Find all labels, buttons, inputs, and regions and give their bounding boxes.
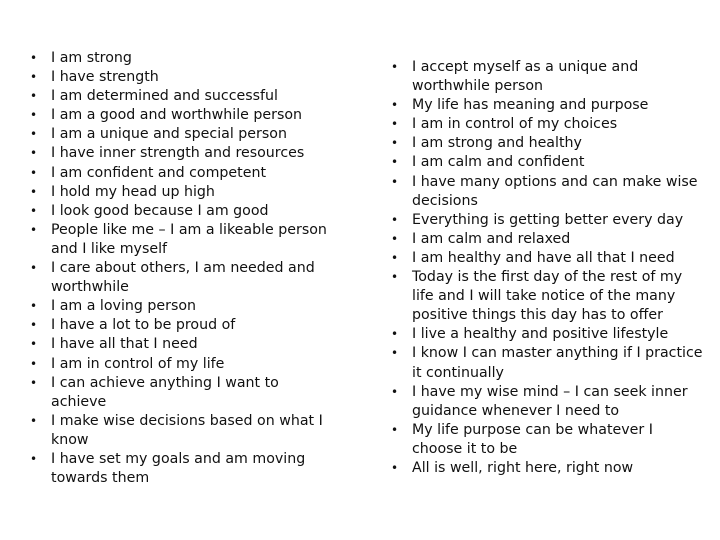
affirmation-text: I can achieve anything I want to achieve	[51, 374, 279, 410]
affirmation-item	[30, 316, 335, 335]
bullet-icon: •	[30, 318, 38, 333]
bullet-icon: •	[391, 422, 399, 437]
affirmation-item	[30, 450, 335, 488]
bullet-icon: •	[391, 136, 399, 151]
bullet-icon: •	[30, 108, 38, 123]
affirmation-item	[30, 412, 335, 450]
affirmation-item	[391, 459, 703, 478]
bullet-icon: •	[391, 327, 399, 342]
affirmation-item	[30, 164, 335, 183]
bullet-icon: •	[30, 51, 38, 65]
affirmation-item	[391, 325, 703, 344]
affirmation-item	[30, 144, 335, 163]
affirmation-item	[30, 221, 335, 259]
affirmation-text: Everything is getting better every day	[412, 211, 684, 228]
affirmation-item	[391, 230, 703, 249]
affirmation-text: I am a good and worthwhile person	[51, 107, 303, 124]
affirmation-item	[30, 87, 335, 106]
affirmation-item	[30, 68, 335, 87]
affirmation-text: I have set my goals and am moving towards them	[51, 450, 306, 487]
affirmation-item	[391, 173, 703, 211]
affirmation-item	[30, 297, 335, 316]
affirmation-item	[30, 374, 335, 412]
affirmation-item	[30, 202, 335, 221]
affirmation-text: I am in control of my life	[51, 355, 225, 372]
affirmation-item	[391, 58, 703, 96]
affirmation-text: My life purpose can be whatever I choose it to be	[412, 421, 653, 457]
bullet-icon: •	[391, 270, 399, 285]
affirmation-item	[30, 183, 335, 202]
affirmation-item	[391, 153, 703, 172]
affirmation-item	[391, 383, 703, 421]
affirmation-item	[30, 355, 335, 374]
bullet-icon: •	[30, 413, 38, 428]
affirmation-text: I have inner strength and resources	[51, 145, 305, 162]
affirmation-text: I live a healthy and positive lifestyle	[412, 326, 669, 343]
affirmation-text: I am a unique and special person	[51, 126, 287, 143]
affirmation-text: I care about others, I am needed and worthwhile	[51, 260, 315, 296]
bullet-icon: •	[391, 231, 399, 246]
affirmation-text: I am strong and healthy	[412, 135, 582, 152]
affirmation-text: People like me – I am a likeable person and I like myself	[51, 221, 327, 257]
affirmation-item	[30, 125, 335, 144]
bullet-icon: •	[30, 127, 38, 142]
affirmation-item	[391, 115, 703, 134]
affirmation-item	[30, 106, 335, 125]
bullet-icon: •	[30, 261, 38, 276]
affirmation-text: My life has meaning and purpose	[412, 97, 649, 114]
affirmation-text: I accept myself as a unique and worthwhile person	[412, 59, 639, 95]
affirmation-text: Today is the first day of the rest of my life and I will take notice of the many positive things this day has to offer	[412, 269, 683, 324]
bullet-icon: •	[30, 165, 38, 180]
bullet-icon: •	[391, 174, 399, 189]
affirmation-item	[391, 211, 703, 230]
bullet-icon: •	[391, 117, 399, 132]
bullet-icon: •	[391, 460, 399, 475]
affirmation-text: I look good because I am good	[51, 202, 269, 219]
affirmation-text: I am in control of my choices	[412, 116, 618, 133]
affirmation-item	[391, 134, 703, 153]
bullet-icon: •	[30, 299, 38, 314]
affirmation-item	[30, 259, 335, 297]
bullet-icon: •	[391, 98, 399, 113]
affirmation-text: I have many options and can make wise decisions	[412, 173, 698, 209]
affirmation-text: I hold my head up high	[51, 183, 215, 200]
bullet-icon: •	[30, 222, 38, 237]
affirmations-list-right	[391, 58, 703, 478]
affirmation-text: I know I can master anything if I practice it continually	[412, 345, 703, 381]
affirmation-text: I am healthy and have all that I need	[412, 249, 675, 266]
bullet-icon: •	[30, 356, 38, 371]
affirmation-text: I have a lot to be proud of	[51, 317, 236, 334]
affirmation-text: I am determined and successful	[51, 88, 278, 105]
bullet-icon: •	[30, 337, 38, 352]
affirmation-item	[391, 421, 703, 459]
affirmation-text: I have my wise mind – I can seek inner guidance whenever I need to	[412, 383, 688, 419]
affirmation-text: I make wise decisions based on what I know	[51, 412, 323, 448]
bullet-icon: •	[30, 146, 38, 161]
bullet-icon: •	[30, 89, 38, 104]
bullet-icon: •	[391, 155, 399, 170]
affirmation-text: I am confident and competent	[51, 164, 267, 181]
bullet-icon: •	[391, 250, 399, 265]
affirmation-item	[30, 335, 335, 354]
bullet-icon: •	[30, 451, 38, 466]
bullet-icon: •	[30, 70, 38, 85]
bullet-icon: •	[30, 184, 38, 199]
bullet-icon: •	[30, 203, 38, 218]
affirmations-list-left	[30, 49, 335, 488]
affirmation-item	[391, 96, 703, 115]
affirmation-text: I am calm and relaxed	[412, 230, 571, 247]
bullet-icon: •	[391, 384, 399, 399]
bullet-icon: •	[391, 60, 399, 74]
affirmation-text: I am calm and confident	[412, 154, 585, 171]
bullet-icon: •	[391, 212, 399, 227]
affirmation-item	[30, 49, 335, 68]
affirmation-text: All is well, right here, right now	[412, 459, 634, 476]
affirmation-item	[391, 268, 703, 325]
bullet-icon: •	[391, 346, 399, 361]
affirmation-text: I am strong	[51, 50, 132, 66]
affirmation-item	[391, 344, 703, 382]
affirmation-text: I have strength	[51, 69, 159, 86]
affirmation-item	[391, 249, 703, 268]
affirmation-text: I am a loving person	[51, 298, 197, 315]
affirmation-text: I have all that I need	[51, 336, 198, 353]
bullet-icon: •	[30, 375, 38, 390]
